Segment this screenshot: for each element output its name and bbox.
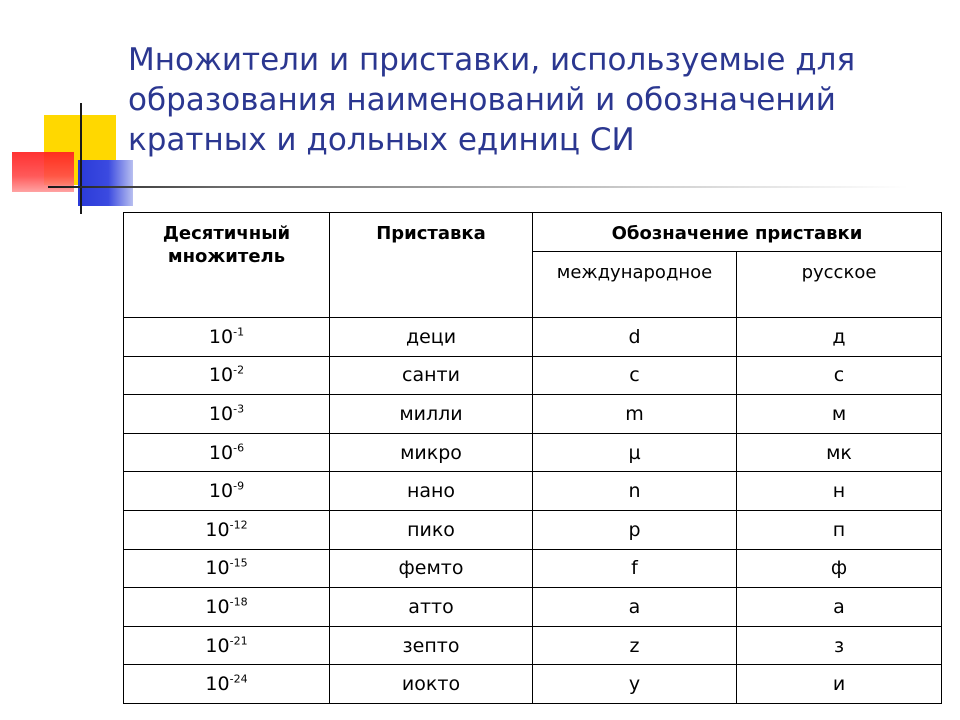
title-line-2: образования наименований и обозначений: [128, 82, 836, 118]
cell-international: a: [533, 588, 737, 627]
multiplier-base: 10: [205, 673, 230, 696]
decorative-horizontal-line: [48, 186, 908, 188]
multiplier-base: 10: [208, 402, 234, 425]
cell-russian: з: [737, 626, 942, 665]
cell-russian: п: [737, 510, 942, 549]
multiplier-exponent: -21: [229, 634, 248, 648]
cell-prefix: микро: [330, 433, 533, 472]
multiplier-base: 10: [208, 364, 234, 387]
cell-prefix: иокто: [330, 665, 533, 704]
multiplier-base: 10: [208, 441, 234, 464]
table-row: [124, 549, 942, 588]
header-designation: Обозначение приставки: [533, 213, 942, 252]
cell-multiplier: [124, 588, 330, 627]
title-line-3: кратных и дольных единиц СИ: [128, 122, 635, 158]
multiplier-base: 10: [205, 634, 230, 657]
cell-prefix: пико: [330, 510, 533, 549]
cell-russian: и: [737, 665, 942, 704]
multiplier-exponent: -15: [229, 557, 248, 571]
multiplier-exponent: -18: [229, 595, 248, 609]
cell-russian: ф: [737, 549, 942, 588]
decorative-blue-square: [78, 160, 133, 206]
table-row: [124, 510, 942, 549]
cell-international: c: [533, 356, 737, 395]
cell-prefix: милли: [330, 395, 533, 434]
multiplier-base: 10: [205, 595, 230, 618]
cell-multiplier: [124, 626, 330, 665]
multiplier-base: 10: [208, 480, 234, 503]
cell-international: y: [533, 665, 737, 704]
header-international: международное: [533, 252, 737, 318]
cell-russian: с: [737, 356, 942, 395]
cell-international: m: [533, 395, 737, 434]
si-prefixes-table: [123, 212, 942, 704]
table-row: [124, 318, 942, 357]
multiplier-base: 10: [208, 325, 234, 348]
cell-russian: н: [737, 472, 942, 511]
table-header: [124, 213, 942, 318]
cell-multiplier: [124, 549, 330, 588]
table-row: [124, 626, 942, 665]
header-russian: русское: [737, 252, 942, 318]
cell-international: p: [533, 510, 737, 549]
cell-multiplier: [124, 395, 330, 434]
multiplier-exponent: -3: [233, 402, 245, 416]
cell-multiplier: [124, 433, 330, 472]
header-multiplier: Десятичный множитель: [124, 213, 330, 318]
cell-russian: д: [737, 318, 942, 357]
multiplier-exponent: -24: [229, 672, 248, 686]
table-row: [124, 433, 942, 472]
multiplier-exponent: -6: [233, 441, 245, 455]
cell-multiplier: [124, 356, 330, 395]
cell-prefix: атто: [330, 588, 533, 627]
table-row: [124, 588, 942, 627]
cell-russian: мк: [737, 433, 942, 472]
table-row: [124, 665, 942, 704]
cell-multiplier: [124, 472, 330, 511]
table-row: [124, 472, 942, 511]
cell-multiplier: [124, 510, 330, 549]
cell-international: d: [533, 318, 737, 357]
multiplier-exponent: -1: [233, 325, 245, 339]
table-body: [124, 318, 942, 704]
cell-international: n: [533, 472, 737, 511]
header-prefix: Приставка: [330, 213, 533, 318]
title-line-1: Множители и приставки, используемые для: [128, 42, 856, 78]
cell-international: f: [533, 549, 737, 588]
cell-multiplier: [124, 318, 330, 357]
multiplier-exponent: -12: [229, 518, 248, 532]
multiplier-exponent: -9: [233, 479, 245, 493]
multiplier-exponent: -2: [233, 364, 245, 378]
cell-multiplier: [124, 665, 330, 704]
cell-prefix: санти: [330, 356, 533, 395]
cell-prefix: фемто: [330, 549, 533, 588]
cell-prefix: деци: [330, 318, 533, 357]
multiplier-base: 10: [205, 557, 230, 580]
decorative-vertical-line: [80, 103, 82, 214]
cell-international: z: [533, 626, 737, 665]
cell-prefix: нано: [330, 472, 533, 511]
table-row: [124, 356, 942, 395]
cell-international: µ: [533, 433, 737, 472]
cell-russian: а: [737, 588, 942, 627]
cell-prefix: зепто: [330, 626, 533, 665]
multiplier-base: 10: [205, 518, 230, 541]
slide-title: [128, 40, 928, 160]
cell-russian: м: [737, 395, 942, 434]
table-row: [124, 395, 942, 434]
